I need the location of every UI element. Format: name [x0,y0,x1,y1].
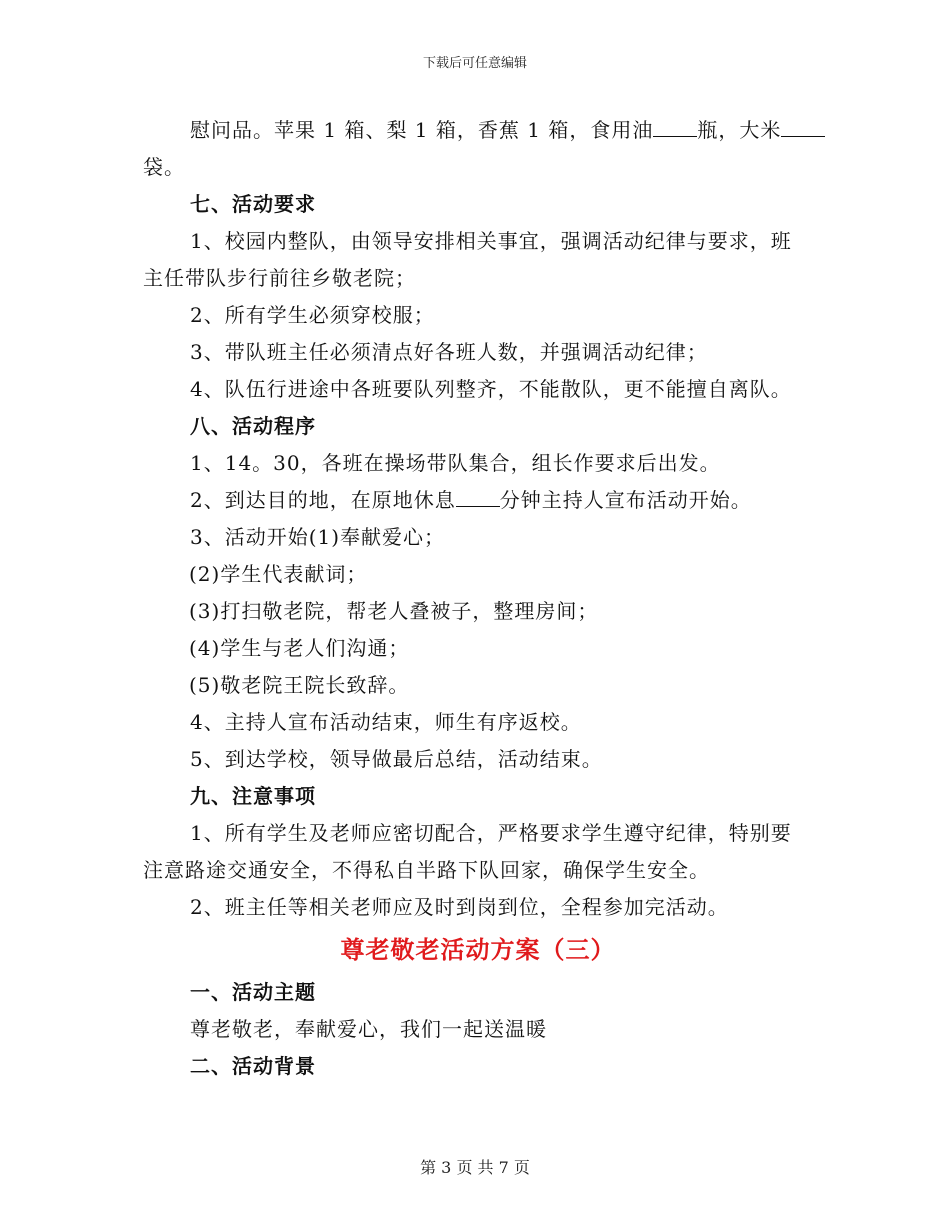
list-item: 4、主持人宣布活动结束，师生有序返校。 [190,710,582,734]
page-header: 下载后可任意编辑 [422,56,527,71]
list-item: 2、班主任等相关老师应及时到岗到位，全程参加完活动。 [190,895,729,919]
section-heading: 九、注意事项 [190,784,316,808]
theme-text: 尊老敬老，奉献爱心，我们一起送温暖 [190,1017,547,1041]
list-item: 4、队伍行进途中各班要队列整齐，不能散队，更不能擅自离队。 [190,377,792,401]
document-title: 尊老敬老活动方案（三） [340,935,616,964]
section-heading: 七、活动要求 [190,192,316,216]
document-body [143,112,813,1085]
sub-item: (2)学生代表献词； [189,562,368,586]
list-item: 2、所有学生必须穿校服； [190,303,435,327]
section-heading: 二、活动背景 [190,1054,316,1078]
blank-line [653,116,697,137]
item-text: 2、到达目的地，在原地休息 [190,488,456,512]
page-footer: 第 3 页 共 7 页 [420,1158,530,1177]
item-text: 分钟主持人宣布活动开始。 [499,488,752,512]
sub-item: (3)打扫敬老院，帮老人叠被子，整理房间； [189,599,599,623]
intro-continuation: 袋。 [143,155,185,179]
blank-line [781,116,825,137]
sub-item: (4)学生与老人们沟通； [189,636,410,660]
list-item-continuation: 注意路途交通安全，不得私自半路下队回家，确保学生安全。 [143,858,710,882]
list-item-continuation: 主任带队步行前往乡敬老院； [143,266,416,290]
sub-item: (5)敬老院王院长致辞。 [189,673,410,697]
section-heading: 一、活动主题 [190,980,316,1004]
list-item [143,482,813,519]
list-item: 1、所有学生及老师应密切配合，严格要求学生遵守纪律，特别要 [190,821,792,845]
list-item: 5、到达学校，领导做最后总结，活动结束。 [190,747,603,771]
blank-line [456,486,500,507]
list-item: 3、活动开始(1)奉献爱心； [190,525,446,549]
list-item: 3、带队班主任必须清点好各班人数，并强调活动纪律； [190,340,708,364]
intro-text-2: 瓶，大米 [697,118,782,142]
intro-text-1: 慰问品。苹果 1 箱、梨 1 箱，香蕉 1 箱，食用油 [190,118,654,142]
intro-paragraph [143,112,813,149]
list-item: 1、校园内整队，由领导安排相关事宜，强调活动纪律与要求，班 [190,229,792,253]
section-heading: 八、活动程序 [190,414,316,438]
list-item: 1、14。30，各班在操场带队集合，组长作要求后出发。 [190,451,721,475]
